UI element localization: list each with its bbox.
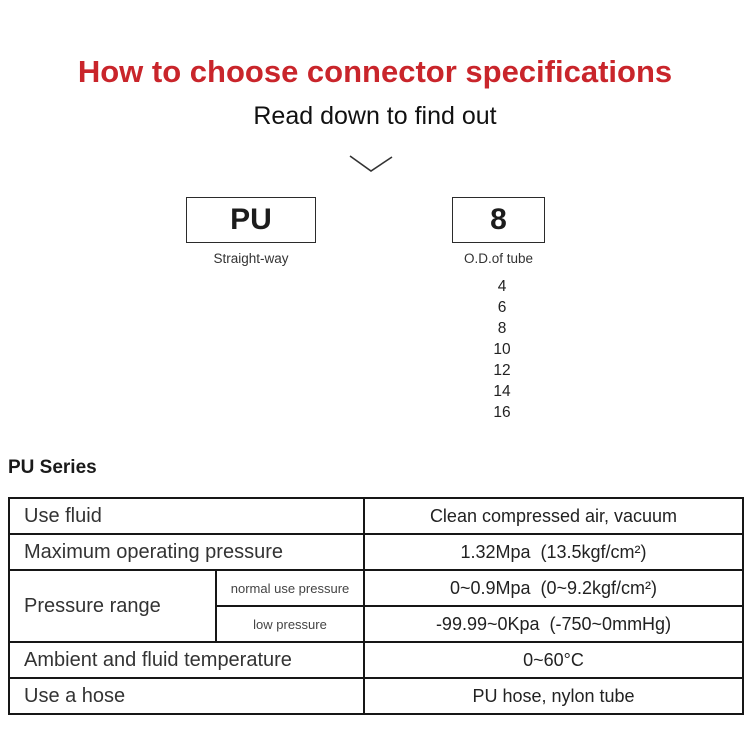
spec-table [8, 497, 744, 715]
spec-sublabel: low pressure [216, 606, 364, 642]
model-code: PU [230, 203, 272, 236]
tube-size-box [452, 197, 545, 243]
page-subtitle: Read down to find out [253, 102, 497, 130]
tube-size-option: 16 [493, 404, 511, 421]
chevron-down-icon [348, 152, 394, 174]
spec-label: Pressure range [9, 570, 216, 642]
spec-value: 0~0.9Mpa (0~9.2kgf/cm²) [364, 570, 743, 606]
spec-row-max-pressure [9, 534, 743, 570]
spec-value: PU hose, nylon tube [364, 678, 743, 714]
series-title: PU Series [8, 457, 97, 478]
spec-value: Clean compressed air, vacuum [364, 498, 743, 534]
spec-row-pressure-range-normal [9, 570, 743, 606]
model-code-caption: Straight-way [213, 251, 289, 266]
spec-sublabel: normal use pressure [216, 570, 364, 606]
spec-row-hose [9, 678, 743, 714]
spec-value: -99.99~0Kpa (-750~0mmHg) [364, 606, 743, 642]
tube-size-caption: O.D.of tube [463, 251, 534, 266]
tube-size-option: 4 [497, 278, 507, 295]
tube-size-option: 14 [493, 383, 511, 400]
spec-label: Use fluid [9, 498, 364, 534]
tube-size-options [452, 276, 552, 423]
spec-row-temperature [9, 642, 743, 678]
tube-size-option: 12 [493, 362, 511, 379]
spec-value: 0~60°C [364, 642, 743, 678]
tube-size-code: 8 [490, 203, 507, 236]
tube-size-option: 10 [493, 341, 511, 358]
spec-row-use-fluid [9, 498, 743, 534]
page-title: How to choose connector specifications [77, 54, 673, 89]
model-code-box [186, 197, 316, 243]
tube-size-option: 6 [497, 299, 507, 316]
tube-size-option: 8 [497, 320, 507, 337]
spec-label: Use a hose [9, 678, 364, 714]
spec-label: Maximum operating pressure [9, 534, 364, 570]
spec-value: 1.32Mpa (13.5kgf/cm²) [364, 534, 743, 570]
spec-label: Ambient and fluid temperature [9, 642, 364, 678]
